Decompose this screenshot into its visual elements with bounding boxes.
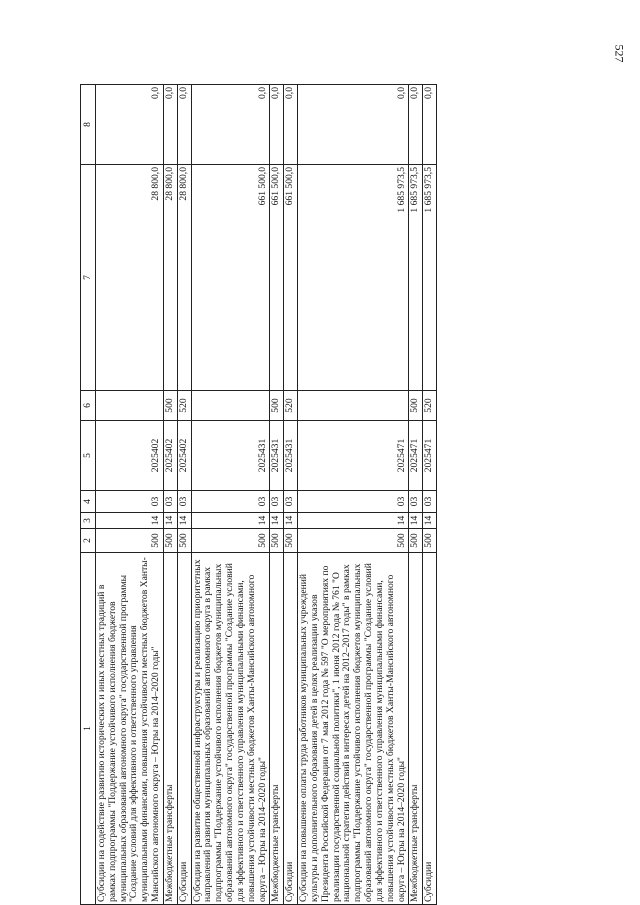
table-row	[96, 85, 164, 905]
cell-amount: 1 685 973,5	[409, 165, 423, 391]
header-cell-7: 7	[81, 165, 96, 391]
cell-expense-type: 500	[409, 391, 423, 421]
cell-target-article: 2025431	[270, 421, 284, 491]
cell-target-article: 2025402	[163, 421, 177, 491]
cell-subsection: 03	[284, 491, 298, 513]
cell-amount: 1 685 973,5	[298, 165, 409, 391]
cell-subsection: 03	[163, 491, 177, 513]
row-description: Межбюджетные трансферты	[409, 553, 423, 905]
cell-subsection: 03	[177, 491, 191, 513]
row-description: Межбюджетные трансферты	[163, 553, 177, 905]
header-cell-4: 4	[81, 491, 96, 513]
budget-table	[80, 84, 437, 905]
cell-amount-2: 0,0	[270, 85, 284, 165]
cell-target-article: 2025402	[177, 421, 191, 491]
cell-ministry-code: 500	[423, 529, 437, 553]
cell-subsection: 03	[270, 491, 284, 513]
cell-ministry-code: 500	[191, 529, 270, 553]
cell-subsection: 03	[191, 491, 270, 513]
header-cell-6: 6	[81, 391, 96, 421]
cell-ministry-code: 500	[270, 529, 284, 553]
cell-target-article: 2025431	[284, 421, 298, 491]
cell-expense-type	[298, 391, 409, 421]
table-row	[298, 85, 409, 905]
row-description: Субсидии на повышение оплаты труда работников муниципальных учреждений культуры и дополнительного образования детей в целях реализации указов Президента Российской Федерации от 7 мая 2012 года № 597 "О мероприятиях по реализации государственной социальной политики", 1 июня 2012 года № 761 "О национальной стратегии действий в интересах детей на 2012–2017 годы" в рамках подпрограммы "Поддержание устойчивого исполнения бюджетов муниципальных образований автономного округа" государственной программы "Создание условий для эффективного и ответственного управления муниципальными финансами, повышения устойчивости местных бюджетов Ханты-Мансийского автономного округа – Югры на 2014–2020 годы"	[298, 553, 409, 905]
cell-expense-type: 520	[423, 391, 437, 421]
cell-section: 14	[423, 513, 437, 529]
cell-target-article: 2025431	[191, 421, 270, 491]
cell-amount-2: 0,0	[163, 85, 177, 165]
cell-section: 14	[298, 513, 409, 529]
rotated-table-frame	[80, 85, 610, 905]
cell-amount: 28 800,0	[177, 165, 191, 391]
cell-amount: 28 800,0	[96, 165, 164, 391]
table-row	[191, 85, 270, 905]
table-row	[284, 85, 298, 905]
cell-amount-2: 0,0	[177, 85, 191, 165]
cell-target-article: 2025471	[409, 421, 423, 491]
cell-amount-2: 0,0	[191, 85, 270, 165]
table-row	[423, 85, 437, 905]
cell-amount: 661 500,0	[270, 165, 284, 391]
cell-section: 14	[177, 513, 191, 529]
cell-expense-type: 520	[177, 391, 191, 421]
cell-expense-type	[191, 391, 270, 421]
table-landscape-container	[80, 85, 610, 905]
row-description: Субсидии	[284, 553, 298, 905]
cell-amount-2: 0,0	[423, 85, 437, 165]
header-cell-8: 8	[81, 85, 96, 165]
cell-target-article: 2025402	[96, 421, 164, 491]
table-row	[177, 85, 191, 905]
cell-section: 14	[191, 513, 270, 529]
cell-section: 14	[270, 513, 284, 529]
cell-subsection: 03	[96, 491, 164, 513]
table-row	[270, 85, 284, 905]
cell-expense-type: 520	[284, 391, 298, 421]
cell-amount: 661 500,0	[191, 165, 270, 391]
cell-section: 14	[409, 513, 423, 529]
cell-target-article: 2025471	[298, 421, 409, 491]
cell-section: 14	[284, 513, 298, 529]
cell-subsection: 03	[423, 491, 437, 513]
cell-amount-2: 0,0	[409, 85, 423, 165]
cell-subsection: 03	[409, 491, 423, 513]
table-row	[163, 85, 177, 905]
cell-amount: 1 685 973,5	[423, 165, 437, 391]
header-row	[81, 85, 96, 905]
cell-amount-2: 0,0	[96, 85, 164, 165]
header-cell-5: 5	[81, 421, 96, 491]
cell-expense-type: 500	[163, 391, 177, 421]
cell-target-article: 2025471	[423, 421, 437, 491]
cell-amount: 28 800,0	[163, 165, 177, 391]
cell-section: 14	[163, 513, 177, 529]
row-description: Субсидии	[423, 553, 437, 905]
row-description: Субсидии	[177, 553, 191, 905]
cell-ministry-code: 500	[163, 529, 177, 553]
row-description: Субсидии на развитие общественной инфраструктуры и реализацию приоритетных направлений развития муниципальных образований автономного округа в рамках подпрограммы "Поддержание устойчивого исполнения бюджетов муниципальных образований автономного округа" государственной программы "Создание условий для эффективного и ответственного управления муниципальными финансами, повышения устойчивости местных бюджетов Ханты-Мансийского автономного округа – Югры на 2014–2020 годы"	[191, 553, 270, 905]
cell-subsection: 03	[298, 491, 409, 513]
cell-amount: 661 500,0	[284, 165, 298, 391]
table-row	[409, 85, 423, 905]
cell-amount-2: 0,0	[298, 85, 409, 165]
cell-expense-type: 500	[270, 391, 284, 421]
cell-ministry-code: 500	[298, 529, 409, 553]
cell-expense-type	[96, 391, 164, 421]
cell-section: 14	[96, 513, 164, 529]
cell-ministry-code: 500	[409, 529, 423, 553]
row-description: Межбюджетные трансферты	[270, 553, 284, 905]
row-description: Субсидии на содействие развитию исторических и иных местных традиций в рамках подпрограммы "Поддержание устойчивого исполнения бюджетов муниципальных образований автономного округа" государственной программы "Создание условий для эффективного и ответственного управления муниципальными финансами, повышения устойчивости местных бюджетов Ханты-Мансийского автономного округа – Югры на 2014–2020 годы"	[96, 553, 164, 905]
cell-ministry-code: 500	[96, 529, 164, 553]
header-cell-3: 3	[81, 513, 96, 529]
header-cell-1: 1	[81, 553, 96, 905]
header-cell-2: 2	[81, 529, 96, 553]
cell-ministry-code: 500	[284, 529, 298, 553]
cell-ministry-code: 500	[177, 529, 191, 553]
cell-amount-2: 0,0	[284, 85, 298, 165]
page-number: 527	[612, 44, 627, 63]
